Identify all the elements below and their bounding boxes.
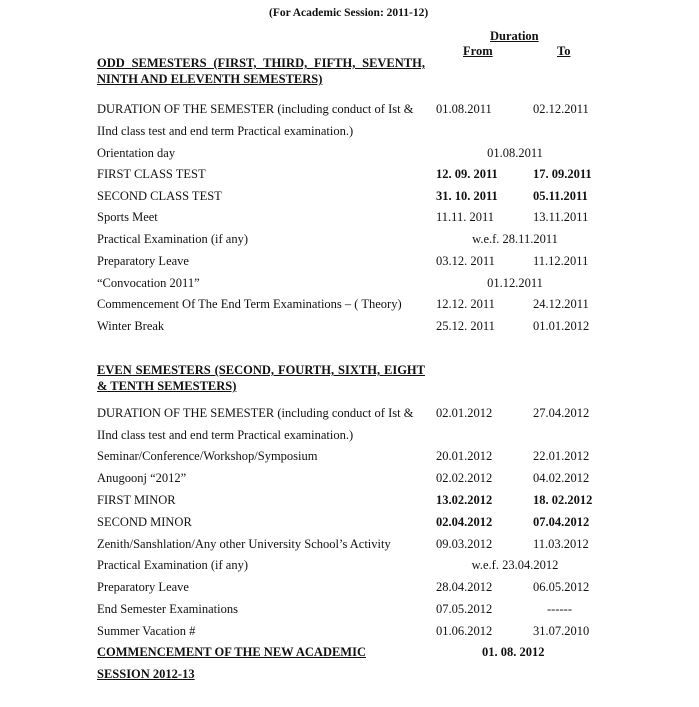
odd-row-label: Commencement Of The End Term Examinations – ( Theory) xyxy=(97,297,402,311)
even-row-label: IInd class test and end term Practical examination.) xyxy=(97,428,354,442)
odd-row-to: 01.01.2012 xyxy=(533,319,590,333)
even-semesters-heading: EVEN SEMESTERS (SECOND, FOURTH, SIXTH, EIGHT & TENTH SEMESTERS) xyxy=(97,363,425,393)
even-row-to: ------ xyxy=(547,602,572,616)
commencement-heading-line2: SESSION 2012-13 xyxy=(97,667,195,681)
even-row-date: w.e.f. 23.04.2012 xyxy=(471,558,559,572)
even-row-to: 27.04.2012 xyxy=(533,406,590,420)
odd-row-from: 25.12. 2011 xyxy=(436,319,495,333)
even-row-label: Anugoonj “2012” xyxy=(97,471,187,485)
even-row-from: 01.06.2012 xyxy=(436,624,493,638)
even-row-to: 11.03.2012 xyxy=(533,537,589,551)
even-row-label: DURATION OF THE SEMESTER (including conduct of Ist & xyxy=(97,406,414,420)
odd-row-date: w.e.f. 28.11.2011 xyxy=(472,232,558,246)
odd-row-to: 05.11.2011 xyxy=(533,189,588,203)
duration-header: Duration xyxy=(490,29,539,43)
odd-row-to: 24.12.2011 xyxy=(533,297,589,311)
odd-row-label: “Convocation 2011” xyxy=(97,276,200,290)
even-row-to: 04.02.2012 xyxy=(533,471,590,485)
even-row-from: 20.01.2012 xyxy=(436,449,493,463)
odd-row-to: 11.12.2011 xyxy=(533,254,589,268)
even-row-from: 09.03.2012 xyxy=(436,537,493,551)
odd-row-from: 12. 09. 2011 xyxy=(436,167,498,181)
commencement-date: 01. 08. 2012 xyxy=(482,645,545,659)
even-row-to: 07.04.2012 xyxy=(533,515,590,529)
odd-row-to: 02.12.2011 xyxy=(533,102,589,116)
even-row-label: Summer Vacation # xyxy=(97,624,196,638)
even-row-from: 02.02.2012 xyxy=(436,471,493,485)
from-header: From xyxy=(463,44,493,58)
even-row-label: Preparatory Leave xyxy=(97,580,189,594)
even-row-from: 13.02.2012 xyxy=(436,493,493,507)
even-row-from: 02.04.2012 xyxy=(436,515,493,529)
even-row-to: 18. 02.2012 xyxy=(533,493,593,507)
odd-row-from: 03.12. 2011 xyxy=(436,254,495,268)
even-row-label: Zenith/Sanshlation/Any other University School’s Activity xyxy=(97,537,391,551)
odd-row-label: Sports Meet xyxy=(97,210,158,224)
even-row-from: 28.04.2012 xyxy=(436,580,493,594)
even-row-label: SECOND MINOR xyxy=(97,515,192,529)
odd-row-label: Winter Break xyxy=(97,319,165,333)
odd-row-date: 01.12.2011 xyxy=(487,276,543,290)
odd-row-label: Orientation day xyxy=(97,146,176,160)
even-row-label: End Semester Examinations xyxy=(97,602,238,616)
odd-row-label: Practical Examination (if any) xyxy=(97,232,248,246)
odd-semesters-heading: ODD SEMESTERS (FIRST, THIRD, FIFTH, SEVENTH, NINTH AND ELEVENTH SEMESTERS) xyxy=(97,56,425,86)
odd-row-label: IInd class test and end term Practical examination.) xyxy=(97,124,354,138)
even-row-label: FIRST MINOR xyxy=(97,493,176,507)
even-row-label: Practical Examination (if any) xyxy=(97,558,248,572)
even-row-to: 31.07.2010 xyxy=(533,624,590,638)
even-row-from: 02.01.2012 xyxy=(436,406,493,420)
odd-row-label: Preparatory Leave xyxy=(97,254,189,268)
commencement-heading-line1: COMMENCEMENT OF THE NEW ACADEMIC xyxy=(97,645,367,659)
odd-row-label: FIRST CLASS TEST xyxy=(97,167,206,181)
odd-row-from: 31. 10. 2011 xyxy=(436,189,498,203)
even-row-to: 06.05.2012 xyxy=(533,580,590,594)
odd-row-from: 12.12. 2011 xyxy=(436,297,495,311)
odd-row-label: SECOND CLASS TEST xyxy=(97,189,222,203)
even-row-from: 07.05.2012 xyxy=(436,602,493,616)
even-row-label: Seminar/Conference/Workshop/Symposium xyxy=(97,449,318,463)
odd-row-from: 11.11. 2011 xyxy=(436,210,494,224)
odd-row-date: 01.08.2011 xyxy=(487,146,543,160)
even-row-to: 22.01.2012 xyxy=(533,449,590,463)
session-title: (For Academic Session: 2011-12) xyxy=(269,7,429,19)
odd-row-from: 01.08.2011 xyxy=(436,102,492,116)
to-header: To xyxy=(557,44,571,58)
odd-row-to: 17. 09.2011 xyxy=(533,167,592,181)
odd-row-to: 13.11.2011 xyxy=(533,210,589,224)
odd-row-label: DURATION OF THE SEMESTER (including conduct of Ist & xyxy=(97,102,414,116)
